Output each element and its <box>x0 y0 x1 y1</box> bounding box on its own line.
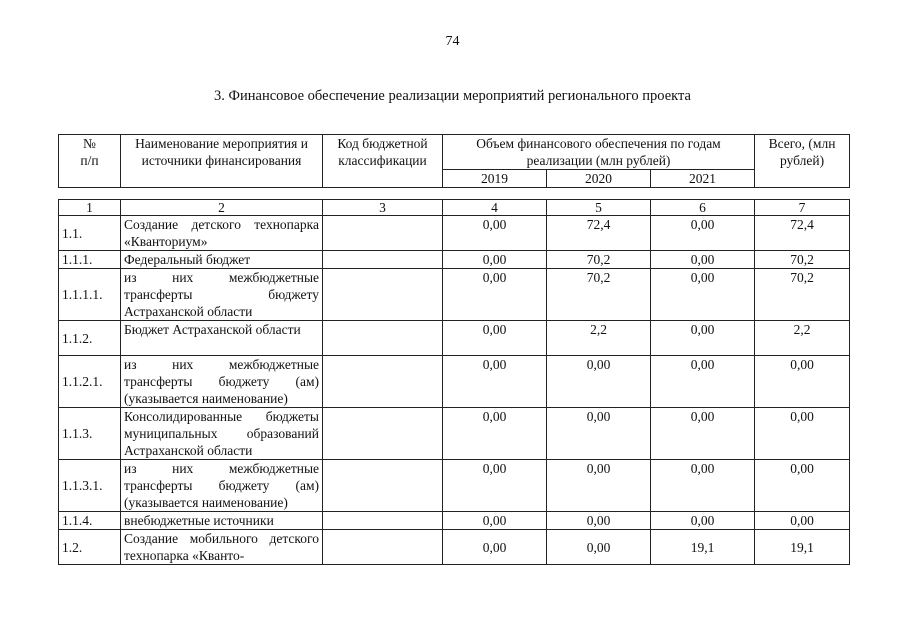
row-name: из них межбюджетные трансферты бюджету (ам) (указывается наименование) <box>121 356 323 408</box>
header-year: 2020 <box>547 170 651 188</box>
row-2021: 0,00 <box>651 408 755 460</box>
column-number: 7 <box>755 200 850 216</box>
row-total: 70,2 <box>755 251 850 269</box>
row-2019: 0,00 <box>443 216 547 251</box>
row-2021: 0,00 <box>651 356 755 408</box>
row-code <box>323 356 443 408</box>
row-total: 19,1 <box>755 530 850 565</box>
column-number-row <box>59 200 850 216</box>
row-2020: 70,2 <box>547 269 651 321</box>
header-col-name: Наименование мероприятия и источники финансирования <box>121 135 323 188</box>
row-2019: 0,00 <box>443 408 547 460</box>
row-2019: 0,00 <box>443 321 547 356</box>
row-name: Создание детского технопарка «Кванториум» <box>121 216 323 251</box>
row-number: 1.1.2. <box>59 321 121 356</box>
header-year: 2021 <box>651 170 755 188</box>
row-2021: 0,00 <box>651 512 755 530</box>
table-row <box>59 321 850 356</box>
data-table <box>58 199 850 565</box>
table-row <box>59 216 850 251</box>
row-number: 1.1.2.1. <box>59 356 121 408</box>
row-2021: 0,00 <box>651 321 755 356</box>
row-2020: 0,00 <box>547 512 651 530</box>
row-total: 0,00 <box>755 356 850 408</box>
row-name: Бюджет Астраханской области <box>121 321 323 356</box>
header-col-no: № п/п <box>59 135 121 188</box>
row-2021: 19,1 <box>651 530 755 565</box>
row-total: 0,00 <box>755 408 850 460</box>
row-code <box>323 251 443 269</box>
table-row <box>59 269 850 321</box>
row-total: 0,00 <box>755 460 850 512</box>
row-2020: 0,00 <box>547 460 651 512</box>
table-row <box>59 356 850 408</box>
row-2020: 72,4 <box>547 216 651 251</box>
table-row <box>59 512 850 530</box>
row-2019: 0,00 <box>443 460 547 512</box>
header-year: 2019 <box>443 170 547 188</box>
table-row <box>59 530 850 565</box>
row-2020: 0,00 <box>547 408 651 460</box>
row-2019: 0,00 <box>443 530 547 565</box>
column-number: 2 <box>121 200 323 216</box>
header-col-total: Всего, (млн рублей) <box>755 135 850 188</box>
row-name: Консолидированные бюджеты муниципальных образований Астраханской области <box>121 408 323 460</box>
row-name: из них межбюджетные трансферты бюджету Астраханской области <box>121 269 323 321</box>
section-title: 3. Финансовое обеспечение реализации мероприятий регионального проекта <box>214 88 691 104</box>
row-2019: 0,00 <box>443 251 547 269</box>
column-number: 6 <box>651 200 755 216</box>
row-2019: 0,00 <box>443 269 547 321</box>
row-2021: 0,00 <box>651 460 755 512</box>
row-2020: 70,2 <box>547 251 651 269</box>
row-2019: 0,00 <box>443 356 547 408</box>
row-total: 70,2 <box>755 269 850 321</box>
column-number: 1 <box>59 200 121 216</box>
row-2021: 0,00 <box>651 269 755 321</box>
row-2020: 2,2 <box>547 321 651 356</box>
page-number: 74 <box>445 34 460 49</box>
column-number: 5 <box>547 200 651 216</box>
table-row <box>59 251 850 269</box>
table-row <box>59 408 850 460</box>
row-code <box>323 460 443 512</box>
row-2021: 0,00 <box>651 216 755 251</box>
row-number: 1.1.1.1. <box>59 269 121 321</box>
row-total: 72,4 <box>755 216 850 251</box>
row-name: внебюджетные источники <box>121 512 323 530</box>
row-total: 0,00 <box>755 512 850 530</box>
row-name: Создание мобильного детского технопарка «Кванто- <box>121 530 323 565</box>
row-code <box>323 512 443 530</box>
row-number: 1.1.3.1. <box>59 460 121 512</box>
row-number: 1.1.4. <box>59 512 121 530</box>
row-2020: 0,00 <box>547 356 651 408</box>
row-number: 1.1.3. <box>59 408 121 460</box>
header-table <box>58 134 850 188</box>
row-2021: 0,00 <box>651 251 755 269</box>
row-code <box>323 530 443 565</box>
header-col-volume: Объем финансового обеспечения по годам реализации (млн рублей) <box>443 135 755 170</box>
row-number: 1.1.1. <box>59 251 121 269</box>
row-number: 1.1. <box>59 216 121 251</box>
column-number: 4 <box>443 200 547 216</box>
row-code <box>323 408 443 460</box>
row-name: Федеральный бюджет <box>121 251 323 269</box>
table-row <box>59 460 850 512</box>
header-col-code: Код бюджетной классификации <box>323 135 443 188</box>
row-2020: 0,00 <box>547 530 651 565</box>
row-total: 2,2 <box>755 321 850 356</box>
row-code <box>323 216 443 251</box>
column-number: 3 <box>323 200 443 216</box>
row-name: из них межбюджетные трансферты бюджету (ам) (указывается наименование) <box>121 460 323 512</box>
row-code <box>323 269 443 321</box>
row-code <box>323 321 443 356</box>
row-2019: 0,00 <box>443 512 547 530</box>
row-number: 1.2. <box>59 530 121 565</box>
